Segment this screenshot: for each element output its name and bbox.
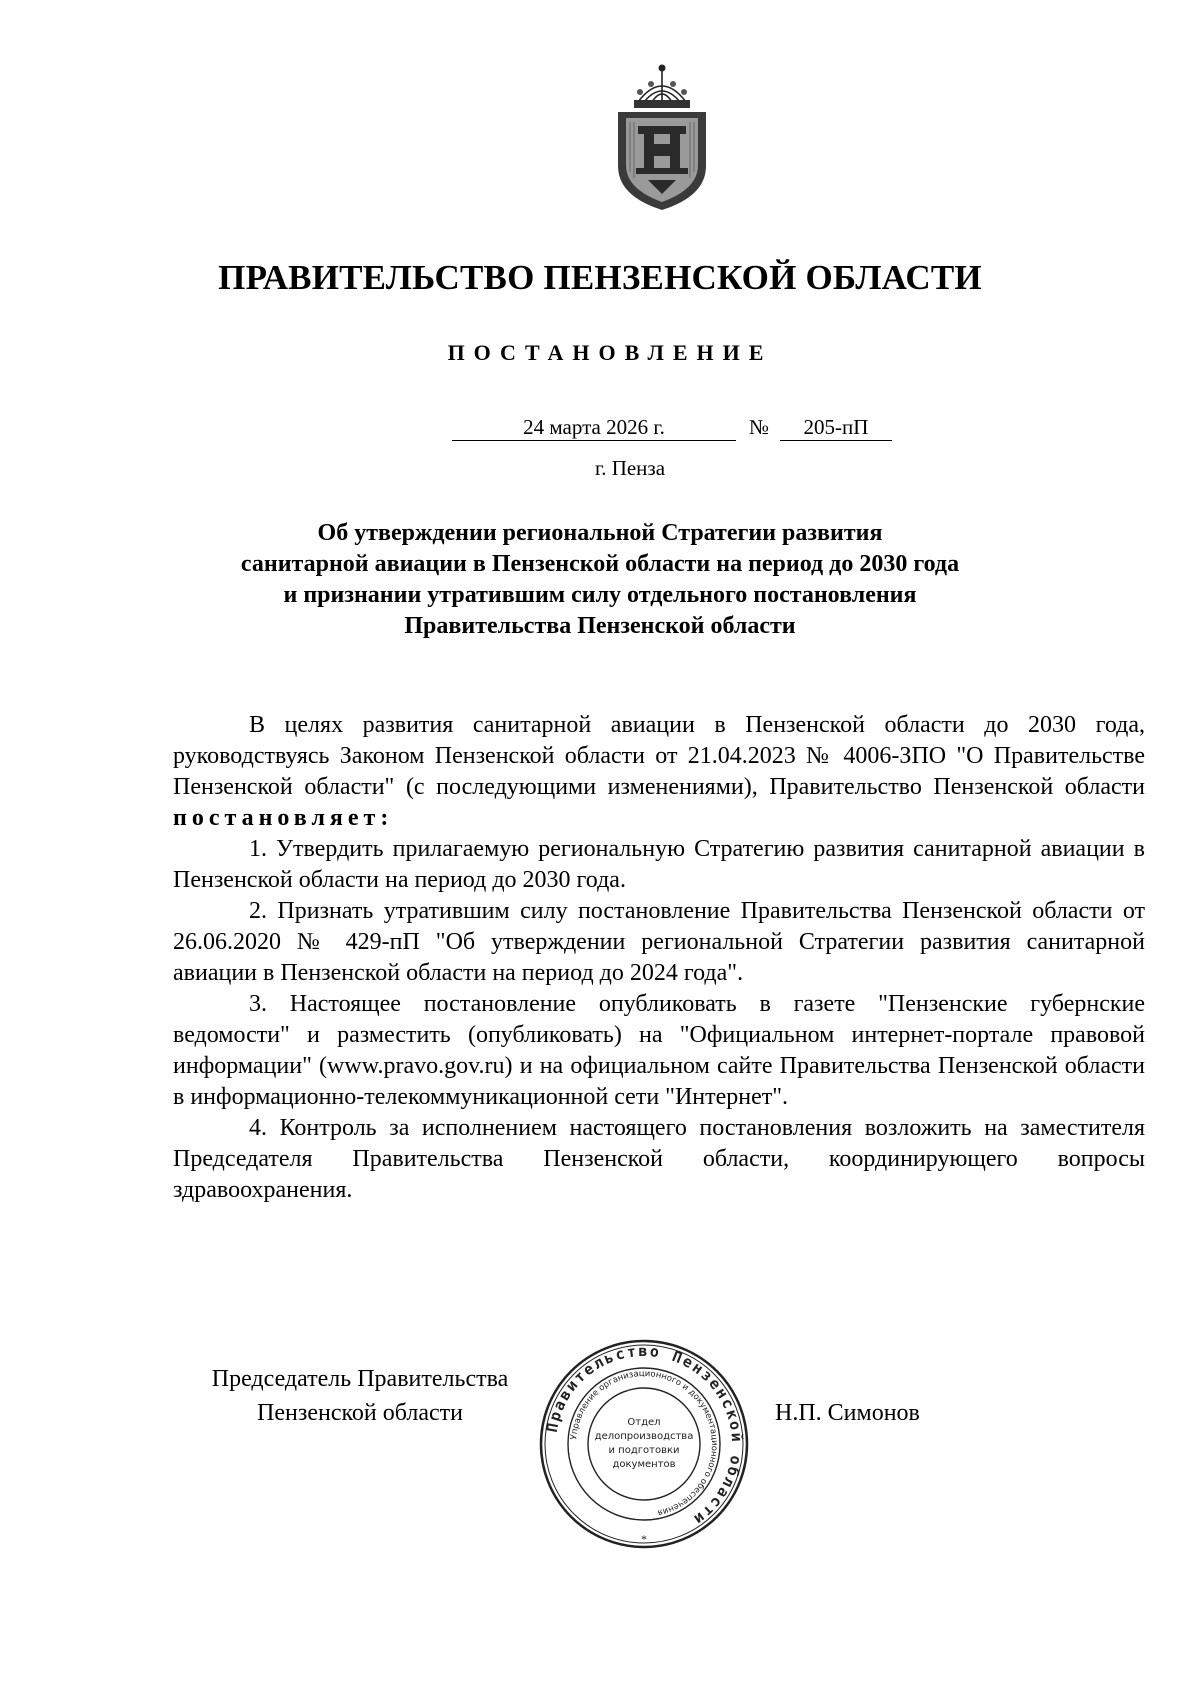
document-city: г. Пенза xyxy=(594,456,666,480)
seal-center-line: Отдел xyxy=(627,1417,661,1428)
subject-line: санитарной авиации в Пензенской области на период до 2030 года xyxy=(240,551,960,577)
subject-line: Об утверждении региональной Стратегии развития xyxy=(317,520,883,546)
government-title: ПРАВИТЕЛЬСТВО ПЕНЗЕНСКОЙ ОБЛАСТИ xyxy=(218,258,982,297)
preamble-text: В целях развития санитарной авиации в Пензенской области до 2030 года, руководствуясь Законом Пензенской области от 21.04.2023 № 4006-ЗПО "О Правительстве Пензенской области" (с последующими изменениями), Правительство Пензенской области xyxy=(173,712,1145,800)
document-type: ПОСТАНОВЛЕНИЕ xyxy=(447,340,773,365)
signer-position xyxy=(180,1362,540,1430)
document-number: 205-пП xyxy=(780,414,892,441)
signer-position-line: Пензенской области xyxy=(257,1400,463,1426)
seal-center-line: делопроизводства xyxy=(594,1431,694,1442)
number-sign: № xyxy=(748,415,770,439)
document-subject xyxy=(160,518,1040,642)
signer-name: Н.П. Симонов xyxy=(775,1400,920,1426)
document-date: 24 марта 2026 г. xyxy=(452,414,736,441)
official-seal xyxy=(538,1338,750,1550)
preamble-paragraph xyxy=(173,710,1145,834)
document-body xyxy=(173,710,1145,1206)
decree-item-1: 1. Утвердить прилагаемую региональную Стратегию развития санитарной авиации в Пензенской области на период до 2030 года. xyxy=(173,836,1145,893)
decree-word: постановляет: xyxy=(173,805,394,831)
signer-position-line: Председатель Правительства xyxy=(211,1366,509,1392)
seal-middle-text: Управление организационного и документационного обеспечения xyxy=(569,1368,720,1518)
decree-item-4: 4. Контроль за исполнением настоящего постановления возложить на заместителя Председателя Правительства Пензенской области, координирующего вопросы здравоохранения. xyxy=(173,1115,1145,1203)
seal-outer-text: Правительство Пензенской области xyxy=(542,1341,747,1530)
svg-text:Управление организационного и xyxy=(569,1369,719,1518)
subject-line: Правительства Пензенской области xyxy=(404,613,796,639)
subject-line: и признании утратившим силу отдельного постановления xyxy=(283,582,917,608)
decree-item-3: 3. Настоящее постановление опубликовать в газете "Пензенские губернские ведомости" и разместить (опубликовать) на "Официальном интернет-портале правовой информации" (www.pravo.gov.ru) и на официальном сайте Правительства Пензенской области в информационно-телекоммуникационной сети "Интернет". xyxy=(173,991,1145,1110)
seal-center-line: документов xyxy=(612,1459,676,1470)
coat-of-arms-icon xyxy=(608,62,716,214)
seal-center-line: и подготовки xyxy=(608,1445,680,1456)
decree-item-2: 2. Признать утратившим силу постановление Правительства Пензенской области от 26.06.2020 № 429-пП "Об утверждении региональной Стратегии развития санитарной авиации в Пензенской области на период до 2024 года". xyxy=(173,898,1145,986)
seal-star-icon: * xyxy=(641,1532,647,1546)
